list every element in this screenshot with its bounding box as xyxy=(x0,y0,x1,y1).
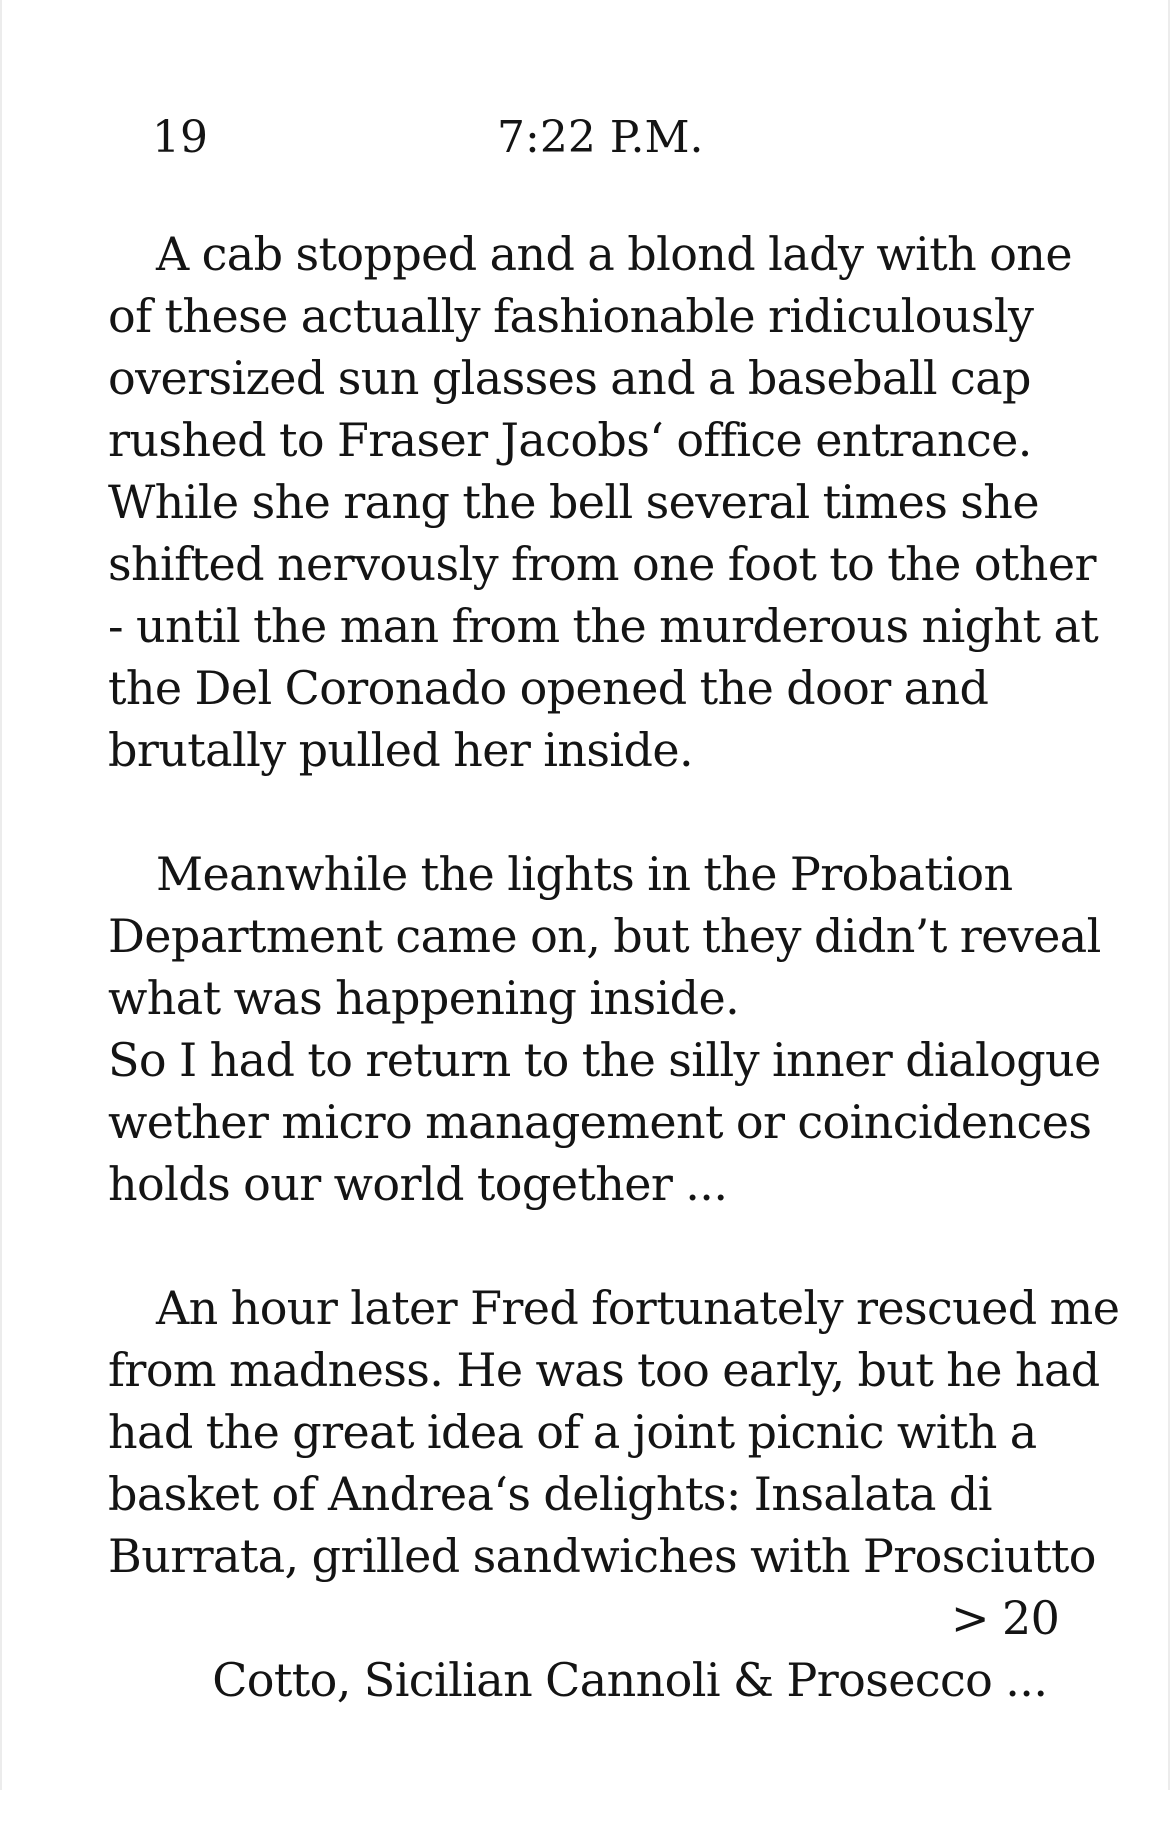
text-line: brutally pulled her inside. xyxy=(108,723,693,777)
text-line: A cab stopped and a blond lady with one xyxy=(156,227,1072,281)
text-line: - until the man from the murderous night at xyxy=(108,599,1099,653)
chapter-time-heading: 7:22 P.M. xyxy=(497,112,704,163)
text-line: Meanwhile the lights in the Probation xyxy=(156,847,1013,901)
page-header xyxy=(2,108,1168,168)
text-line: had the great idea of a joint picnic with a xyxy=(108,1405,1037,1459)
next-page-marker[interactable]: > 20 xyxy=(951,1591,1060,1645)
text-line: holds our world together ... xyxy=(108,1157,728,1211)
text-line: of these actually fashionable ridiculously xyxy=(108,289,1034,343)
text-line: wether micro management or coincidences xyxy=(108,1095,1092,1149)
text-line: from madness. He was too early, but he had xyxy=(108,1343,1100,1397)
body-text xyxy=(108,223,1120,1707)
paragraph-spacer xyxy=(108,781,1068,843)
paragraph xyxy=(108,843,1101,1215)
paragraph-spacer xyxy=(108,1215,1068,1277)
paragraph xyxy=(108,1277,1120,1707)
text-line: An hour later Fred fortunately rescued me xyxy=(156,1281,1120,1335)
text-line: oversized sun glasses and a baseball cap xyxy=(108,351,1031,405)
text-line: So I had to return to the silly inner dialogue xyxy=(108,1033,1101,1087)
text-line: shifted nervously from one foot to the other xyxy=(108,537,1096,591)
text-line: rushed to Fraser Jacobs‘ office entrance. xyxy=(108,413,1032,467)
last-line xyxy=(108,1587,1068,1707)
text-line: the Del Coronado opened the door and xyxy=(108,661,989,715)
text-line: Burrata, grilled sandwiches with Prosciutto xyxy=(108,1529,1096,1583)
text-line: what was happening inside. xyxy=(108,971,740,1025)
text-line: basket of Andrea‘s delights: Insalata di xyxy=(108,1467,992,1521)
page-number: 19 xyxy=(152,112,208,163)
text-line: Cotto, Sicilian Cannoli & Prosecco ... xyxy=(212,1653,1048,1707)
paragraph xyxy=(108,223,1099,781)
text-line: While she rang the bell several times she xyxy=(108,475,1039,529)
text-line: Department came on, but they didn’t reveal xyxy=(108,909,1101,963)
